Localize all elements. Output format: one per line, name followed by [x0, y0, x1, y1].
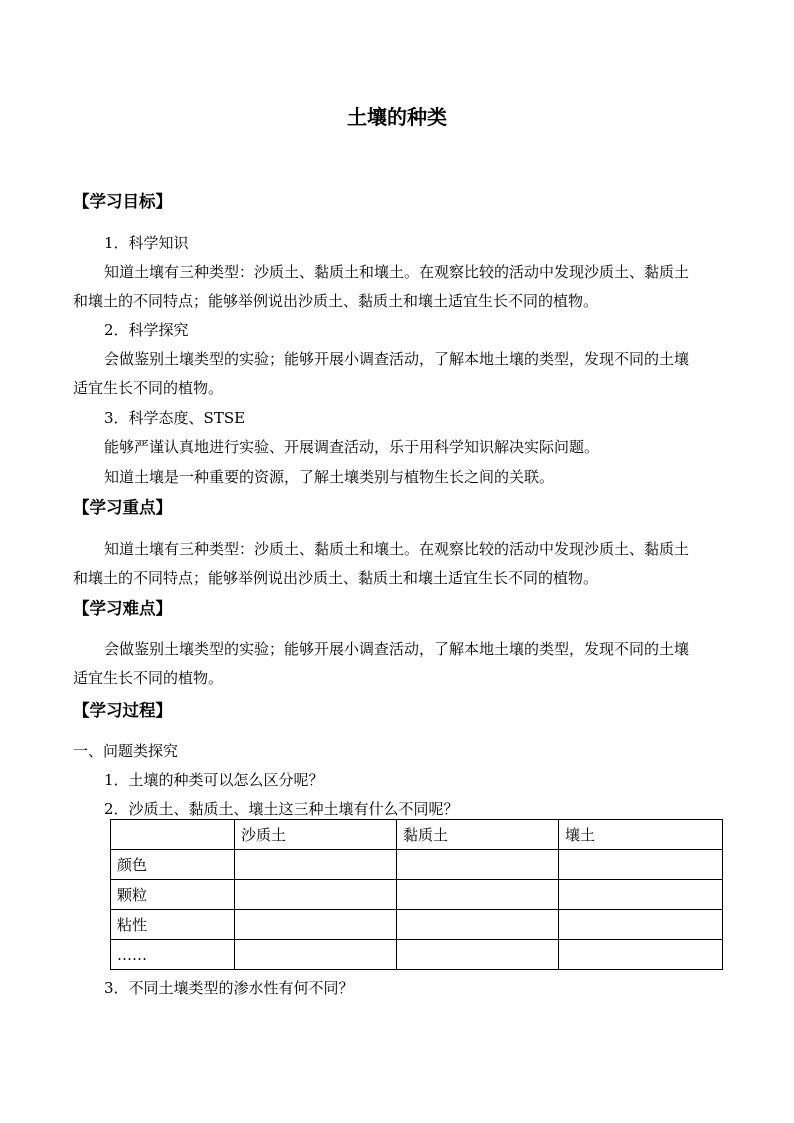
objective-1-text-line2: 和壤土的不同特点；能够举例说出沙质土、黏质土和壤土适宜生长不同的植物。: [73, 292, 599, 310]
table-header-cell: 沙质土: [235, 820, 397, 850]
table-row-label: 颜色: [111, 850, 235, 880]
objective-3-text-line2: 知道土壤是一种重要的资源，了解土壤类别与植物生长之间的关联。: [104, 468, 555, 486]
table-cell: [235, 910, 397, 940]
key-points-text-line2: 和壤土的不同特点；能够举例说出沙质土、黏质土和壤土适宜生长不同的植物。: [73, 569, 599, 587]
soil-comparison-table: [110, 819, 723, 970]
table-cell: [235, 940, 397, 970]
table-header-cell: [111, 820, 235, 850]
question-2: 2．沙质土、黏质土、壤土这三种土壤有什么不同呢？: [104, 800, 459, 818]
objective-1-text-line1: 知道土壤有三种类型：沙质土、黏质土和壤土。在观察比较的活动中发现沙质土、黏质土: [104, 263, 690, 281]
table-cell: [559, 850, 723, 880]
table-header-cell: 壤土: [559, 820, 723, 850]
table-cell: [397, 850, 559, 880]
difficulties-text-line2: 适宜生长不同的植物。: [73, 669, 224, 687]
table-cell: [559, 940, 723, 970]
table-cell: [397, 940, 559, 970]
table-cell: [235, 850, 397, 880]
objective-2-text-line2: 适宜生长不同的植物。: [73, 379, 224, 397]
table-row-label: 颗粒: [111, 880, 235, 910]
question-1: 1．土壤的种类可以怎么区分呢？: [104, 771, 324, 789]
difficulties-text-line1: 会做鉴别土壤类型的实验；能够开展小调查活动，了解本地土壤的类型，发现不同的土壤: [104, 640, 690, 658]
table-header-row: [111, 820, 723, 850]
page-title: 土壤的种类: [347, 105, 447, 129]
objective-1-title: 1．科学知识: [104, 234, 189, 252]
key-points-heading: 【学习重点】: [73, 498, 172, 517]
table-cell: [397, 880, 559, 910]
objective-3-text-line1: 能够严谨认真地进行实验、开展调查活动，乐于用科学知识解决实际问题。: [104, 438, 600, 456]
table-row: [111, 940, 723, 970]
table-row-label: 粘性: [111, 910, 235, 940]
table-row: [111, 910, 723, 940]
table-cell: [559, 880, 723, 910]
table-row: [111, 850, 723, 880]
table-row: [111, 880, 723, 910]
table-header-cell: 黏质土: [397, 820, 559, 850]
process-heading: 【学习过程】: [73, 701, 172, 720]
process-part1-title: 一、问题类探究: [73, 742, 179, 760]
key-points-text-line1: 知道土壤有三种类型：沙质土、黏质土和壤土。在观察比较的活动中发现沙质土、黏质土: [104, 540, 690, 558]
table-cell: [235, 880, 397, 910]
table-row-label: ……: [111, 940, 235, 970]
objective-2-title: 2．科学探究: [104, 321, 189, 339]
question-3: 3．不同土壤类型的渗水性有何不同？: [104, 979, 354, 997]
objective-3-title: 3．科学态度、STSE: [104, 409, 246, 427]
objective-2-text-line1: 会做鉴别土壤类型的实验；能够开展小调查活动，了解本地土壤的类型，发现不同的土壤: [104, 350, 690, 368]
table-cell: [397, 910, 559, 940]
objectives-heading: 【学习目标】: [73, 192, 172, 211]
table-cell: [559, 910, 723, 940]
difficulties-heading: 【学习难点】: [73, 599, 172, 618]
